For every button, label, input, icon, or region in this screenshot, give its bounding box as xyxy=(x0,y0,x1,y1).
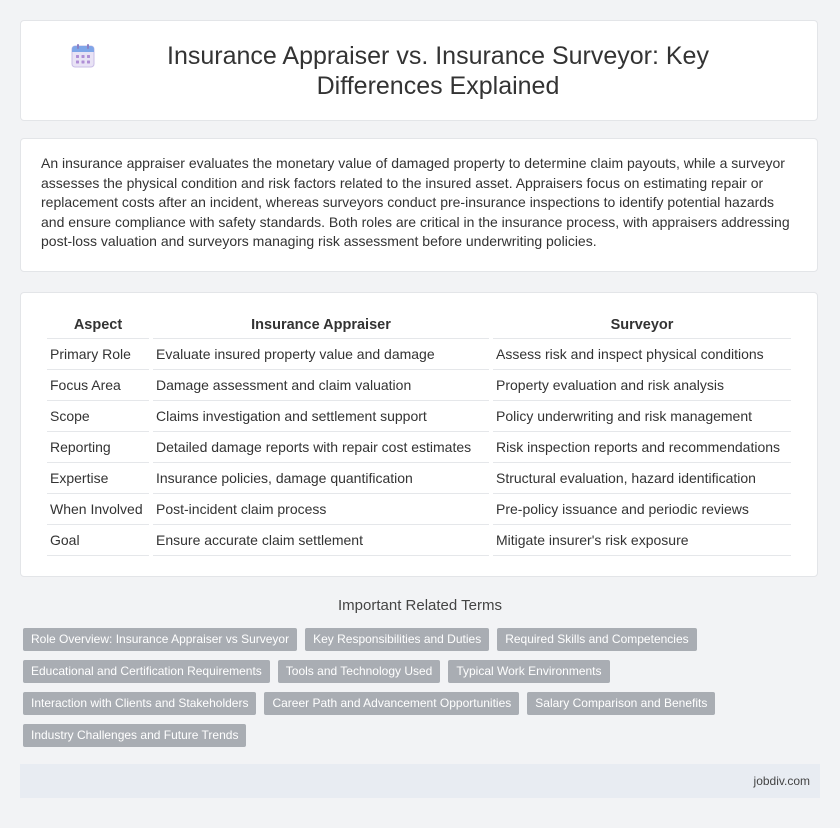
table-cell: Ensure accurate claim settlement xyxy=(153,525,489,556)
intro-text: An insurance appraiser evaluates the monetary value of damaged property to determine claim payouts, while a surveyor assesses the physical condition and risk factors related to the insured asset. Appraisers focus on estimating repair or replacement costs after an incident, whereas surveyors conduct pre-insurance inspections to identify potential hazards and ensure compliance with safety standards. Both roles are critical in the insurance process, with appraisers addressing post-loss valuation and surveyors managing risk assessment before underwriting policies. xyxy=(41,155,790,249)
related-term-tag[interactable]: Typical Work Environments xyxy=(448,660,609,683)
table-cell: Evaluate insured property value and damage xyxy=(153,339,489,370)
comparison-card xyxy=(20,292,818,577)
related-terms-title: Important Related Terms xyxy=(338,597,502,614)
table-cell: Post-incident claim process xyxy=(153,494,489,525)
table-cell: Assess risk and inspect physical conditions xyxy=(493,339,791,370)
header-card xyxy=(20,20,818,121)
table-row xyxy=(47,339,791,370)
footer-site-link[interactable]: jobdiv.com xyxy=(753,774,810,788)
table-row xyxy=(47,432,791,463)
table-cell: Expertise xyxy=(47,463,149,494)
table-cell: Property evaluation and risk analysis xyxy=(493,370,791,401)
table-cell: Detailed damage reports with repair cost estimates xyxy=(153,432,489,463)
table-cell: Claims investigation and settlement support xyxy=(153,401,489,432)
related-term-tag[interactable]: Required Skills and Competencies xyxy=(497,628,696,651)
table-row xyxy=(47,463,791,494)
table-cell: When Involved xyxy=(47,494,149,525)
table-cell: Mitigate insurer's risk exposure xyxy=(493,525,791,556)
table-row xyxy=(47,401,791,432)
related-terms-list xyxy=(23,628,813,747)
table-header-row xyxy=(47,313,791,339)
table-cell: Structural evaluation, hazard identification xyxy=(493,463,791,494)
comparison-table xyxy=(43,313,795,556)
table-row xyxy=(47,370,791,401)
related-term-tag[interactable]: Career Path and Advancement Opportunities xyxy=(264,692,519,715)
table-row xyxy=(47,525,791,556)
table-cell: Insurance policies, damage quantification xyxy=(153,463,489,494)
table-cell: Goal xyxy=(47,525,149,556)
calendar-icon xyxy=(70,43,96,69)
table-cell: Pre-policy issuance and periodic reviews xyxy=(493,494,791,525)
related-term-tag[interactable]: Educational and Certification Requirements xyxy=(23,660,270,683)
table-cell: Risk inspection reports and recommendations xyxy=(493,432,791,463)
related-term-tag[interactable]: Salary Comparison and Benefits xyxy=(527,692,715,715)
intro-card xyxy=(20,138,818,272)
column-header-appraiser: Insurance Appraiser xyxy=(153,313,489,339)
table-cell: Primary Role xyxy=(47,339,149,370)
table-cell: Policy underwriting and risk management xyxy=(493,401,791,432)
related-term-tag[interactable]: Tools and Technology Used xyxy=(278,660,441,683)
page-title: Insurance Appraiser vs. Insurance Surveyor: Key Differences Explained xyxy=(167,41,709,100)
table-cell: Scope xyxy=(47,401,149,432)
related-term-tag[interactable]: Interaction with Clients and Stakeholders xyxy=(23,692,256,715)
table-row xyxy=(47,494,791,525)
table-cell: Focus Area xyxy=(47,370,149,401)
related-term-tag[interactable]: Role Overview: Insurance Appraiser vs Surveyor xyxy=(23,628,297,651)
column-header-surveyor: Surveyor xyxy=(493,313,791,339)
related-term-tag[interactable]: Key Responsibilities and Duties xyxy=(305,628,489,651)
table-cell: Reporting xyxy=(47,432,149,463)
related-term-tag[interactable]: Industry Challenges and Future Trends xyxy=(23,724,246,747)
footer xyxy=(20,764,820,798)
column-header-aspect: Aspect xyxy=(47,313,149,339)
table-cell: Damage assessment and claim valuation xyxy=(153,370,489,401)
